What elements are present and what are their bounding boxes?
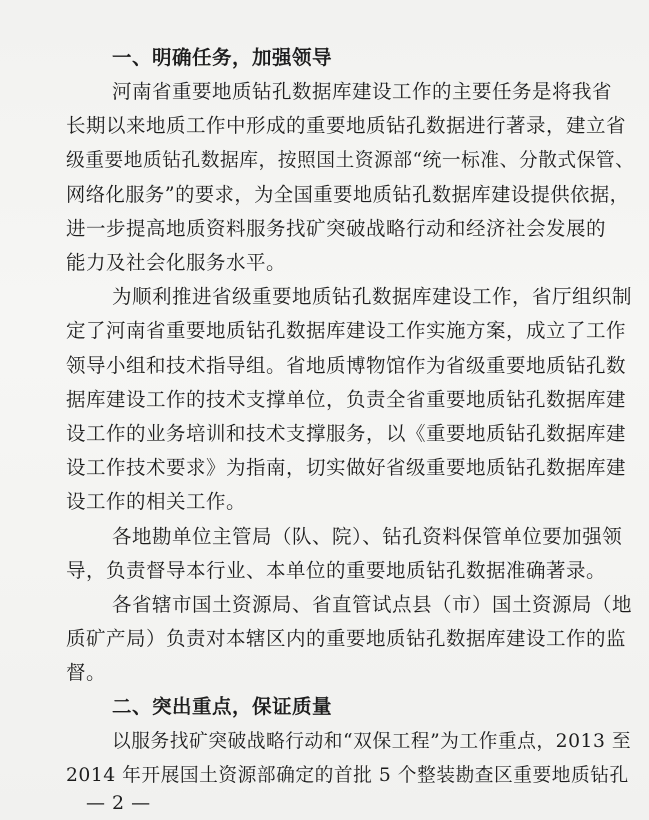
text-line: 为顺利推进省级重要地质钻孔数据库建设工作，省厅组织制 — [112, 285, 633, 309]
text-line: 领导小组和技术指导组。省地质博物馆作为省级重要地质钻孔数 — [66, 353, 627, 377]
text-line: 进一步提高地质资料服务找矿突破战略行动和经济社会发展的 — [66, 216, 607, 240]
text-line: 网络化服务”的要求，为全国重要地质钻孔数据库建设提供依据， — [66, 182, 630, 206]
text-line: 设工作的相关工作。 — [66, 490, 247, 514]
text-line: 督。 — [66, 661, 107, 685]
text-line: 设工作的业务培训和技术支撑服务，以《重要地质钻孔数据库建 — [66, 422, 627, 445]
text-line: 质矿产局）负责对本辖区内的重要地质钻孔数据库建设工作的监 — [66, 627, 627, 651]
text-line: 河南省重要地质钻孔数据库建设工作的主要任务是将我省 — [112, 80, 613, 104]
text-line: 能力及社会化服务水平。 — [66, 251, 287, 275]
text-line: 2014 年开展国土资源部确定的首批 5 个整装勘查区重要地质钻孔 — [66, 764, 629, 786]
text-line: 据库建设工作的技术支撑单位，负责全省重要地质钻孔数据库建 — [66, 387, 627, 411]
text-line: 各省辖市国土资源局、省直管试点县（市）国土资源局（地 — [112, 592, 633, 616]
text-line: 定了河南省重要地质钻孔数据库建设工作实施方案，成立了工作 — [66, 319, 627, 343]
text-line: 以服务找矿突破战略行动和“双保工程”为工作重点，2013 至 — [112, 730, 632, 752]
page-number: — 2 — — [86, 792, 151, 814]
text-line: 设工作技术要求》为指南，切实做好省级重要地质钻孔数据库建 — [66, 456, 627, 480]
text-line: 长期以来地质工作中形成的重要地质钻孔数据进行著录，建立省 — [66, 114, 627, 138]
text-line: 级重要地质钻孔数据库，按照国土资源部“统一标准、分散式保管、 — [66, 149, 635, 171]
section-heading-1: 一、明确任务，加强领导 — [112, 46, 333, 69]
section-heading-2: 二、突出重点，保证质量 — [112, 695, 333, 719]
text-line: 导，负责督导本行业、本单位的重要地质钻孔数据准确著录。 — [66, 558, 607, 582]
text-line: 各地勘单位主管局（队、院）、钻孔资料保管单位要加强领 — [112, 524, 623, 548]
